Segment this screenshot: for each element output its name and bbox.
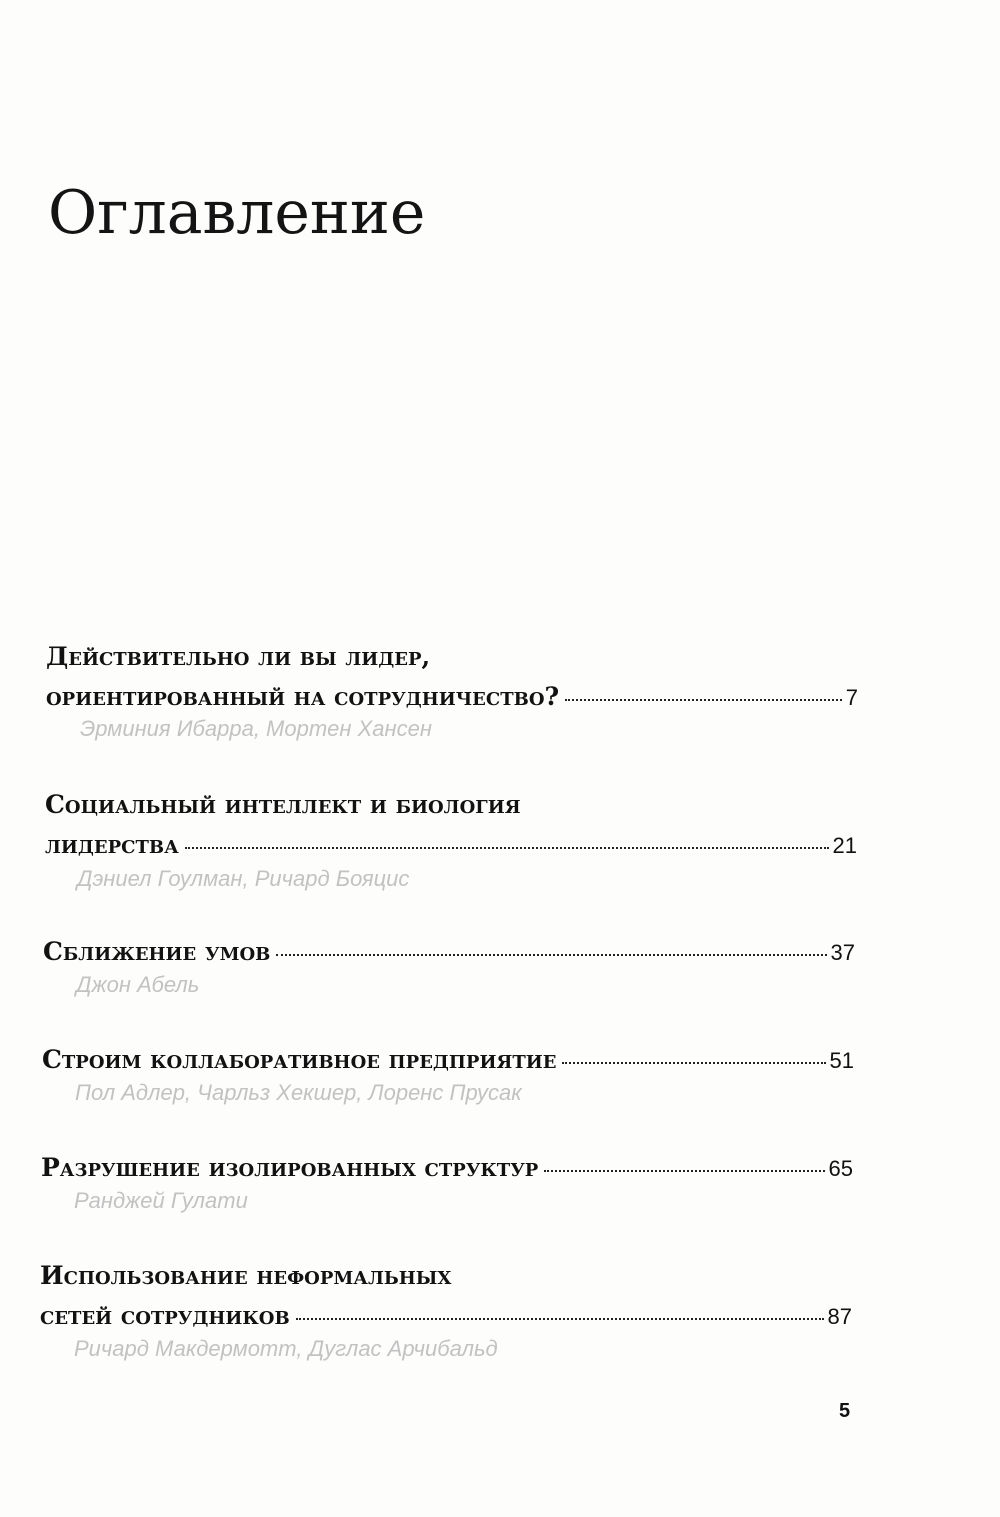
entry-title-line-1: Использование неформальных: [40, 1261, 452, 1290]
entry-title-line-2: [41, 1153, 853, 1184]
entry-authors: Пол Адлер, Чарльз Хекшер, Лоренс Прусак: [75, 1080, 522, 1105]
entry-title-line-2: [46, 682, 858, 713]
page-number: 65: [828, 1156, 853, 1181]
page-number: 7: [845, 685, 858, 710]
entry-title-line-2: [42, 1045, 854, 1076]
entry-title-line-1: Социальный интеллект и биология: [45, 790, 521, 819]
entry-title-line-2: [43, 937, 855, 968]
dot-leader: [276, 954, 826, 956]
entry-title-text: Строим коллаборативное предприятие: [42, 1045, 557, 1074]
entry-authors: Ричард Макдермотт, Дуглас Арчибальд: [74, 1336, 498, 1361]
entry-title-line-2: [40, 1301, 852, 1332]
entry-authors: Дэниел Гоулман, Ричард Бояцис: [77, 866, 410, 891]
page-number: 87: [827, 1304, 852, 1329]
entry-title-text: Сближение умов: [43, 937, 271, 966]
entry-title-line-2: [45, 830, 857, 861]
page-number: 21: [832, 833, 857, 858]
dot-leader: [296, 1318, 824, 1320]
page-number: 37: [830, 940, 855, 965]
page-title: Оглавление: [48, 178, 426, 248]
entry-authors: Джон Абель: [76, 972, 200, 997]
entry-authors: Ранджей Гулати: [74, 1188, 248, 1213]
entry-title-line-1: Действительно ли вы лидер,: [46, 642, 431, 671]
entry-title-text: ориентированный на сотрудничество?: [46, 682, 560, 711]
page-folio-number: 5: [839, 1400, 851, 1422]
dot-leader: [562, 1062, 825, 1064]
entry-authors: Эрминия Ибарра, Мортен Хансен: [80, 716, 432, 741]
dot-leader: [544, 1170, 824, 1172]
entry-title-text: сетей сотрудников: [40, 1301, 290, 1330]
dot-leader: [565, 699, 842, 701]
dot-leader: [185, 847, 829, 849]
entry-title-text: Разрушение изолированных структур: [41, 1153, 539, 1182]
entry-title-text: лидерства: [45, 830, 179, 859]
page-number: 51: [829, 1048, 854, 1073]
